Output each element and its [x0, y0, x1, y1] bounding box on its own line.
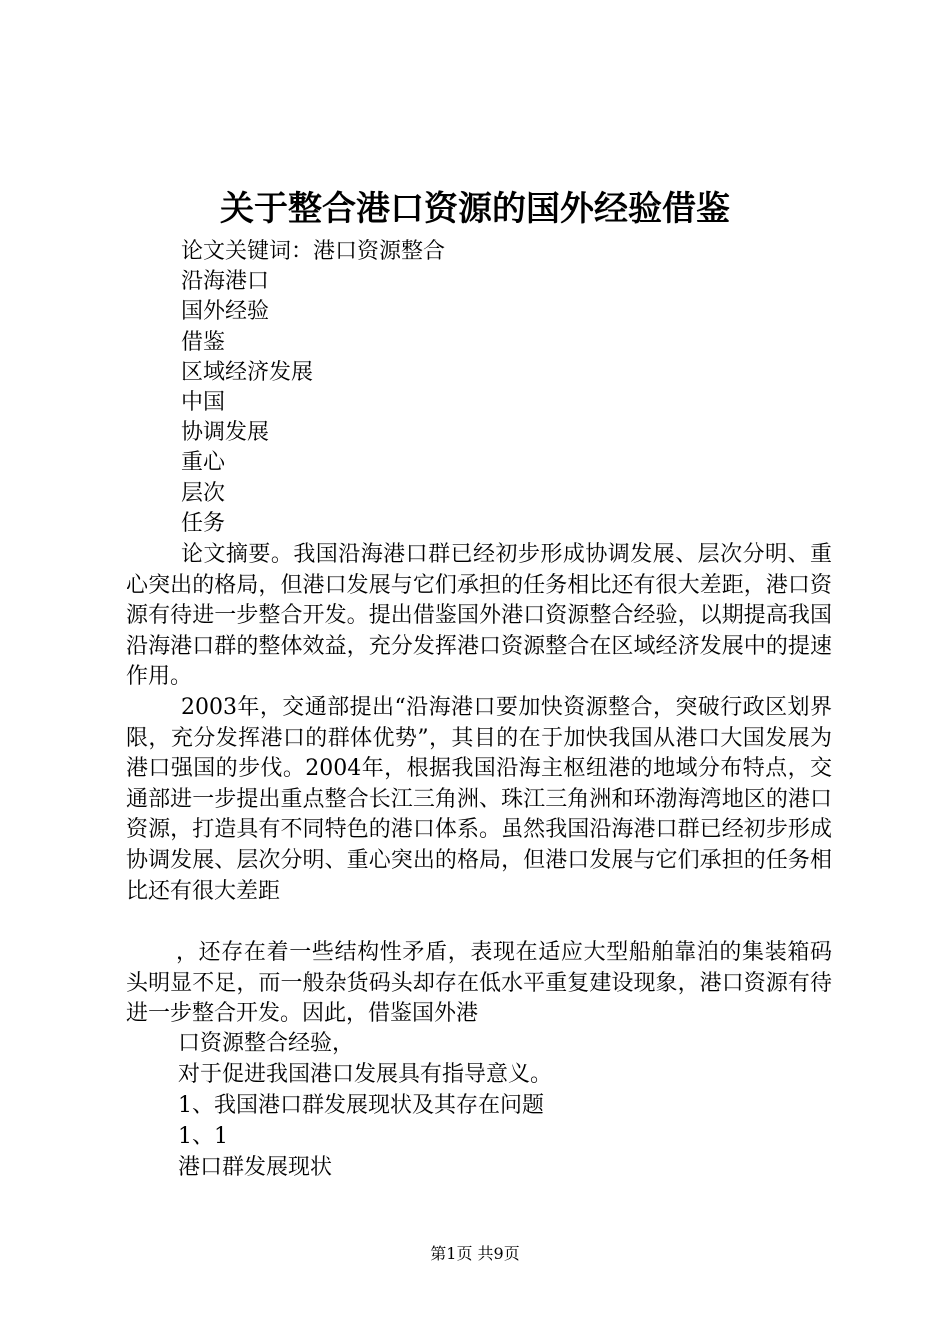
keyword-line: 论文关键词：港口资源整合 — [181, 239, 446, 264]
body-paragraph: ，还存在着一些结构性矛盾，表现在适应大型船舶靠泊的集装箱码头明显不足，而一般杂货码头却存在低水平重复建设现象，港口资源有待进一步整合开发。因此，借鉴国外港 — [126, 940, 832, 1027]
section-heading: 1、我国港口群发展现状及其存在问题 — [178, 1093, 544, 1118]
body-paragraph: 2003年，交通部提出“沿海港口要加快资源整合，突破行政区划界限，充分发挥港口的群体优势”，其目的在于加快我国从港口大国发展为港口强国的步伐。2004年，根据我国沿海主枢纽港的地域分布特点，交通部进一步提出重点整合长江三角洲、珠江三角洲和环渤海湾地区的港口资源，打造具有不同特色的港口体系。虽然我国沿海港口群已经初步形成协调发展、层次分明、重心突出的格局，但港口发展与它们承担的任务相比还有很大差距 — [126, 695, 832, 904]
keyword-line: 中国 — [181, 389, 226, 415]
keyword-line: 重心 — [181, 450, 226, 476]
body-section-2 — [126, 938, 832, 1030]
body-section-1 — [126, 693, 832, 907]
text-line: 口资源整合经验， — [178, 1031, 355, 1056]
keyword-line: 区域经济发展 — [181, 359, 314, 385]
keyword-line: 国外经验 — [181, 299, 270, 325]
keywords-list — [181, 237, 841, 539]
subsection-heading: 港口群发展现状 — [178, 1155, 333, 1180]
abstract-section — [126, 540, 832, 693]
keyword-line: 沿海港口 — [181, 269, 270, 295]
keyword-line: 任务 — [181, 510, 226, 536]
keyword-line: 协调发展 — [181, 420, 270, 446]
document-title: 关于整合港口资源的国外经验借鉴 — [220, 189, 730, 229]
page-footer: 第1页 共9页 — [430, 1244, 520, 1263]
tail-lines — [178, 1028, 838, 1183]
keyword-line: 层次 — [181, 480, 226, 506]
abstract-paragraph: 论文摘要。我国沿海港口群已经初步形成协调发展、层次分明、重心突出的格局，但港口发展与它们承担的任务相比还有很大差距，港口资源有待进一步整合开发。提出借鉴国外港口资源整合经验，以期提高我国沿海港口群的整体效益，充分发挥港口资源整合在区域经济发展中的提速作用。 — [126, 542, 832, 690]
keyword-line: 借鉴 — [181, 329, 226, 355]
subsection-number: 1、1 — [178, 1124, 228, 1149]
text-line: 对于促进我国港口发展具有指导意义。 — [178, 1062, 553, 1087]
